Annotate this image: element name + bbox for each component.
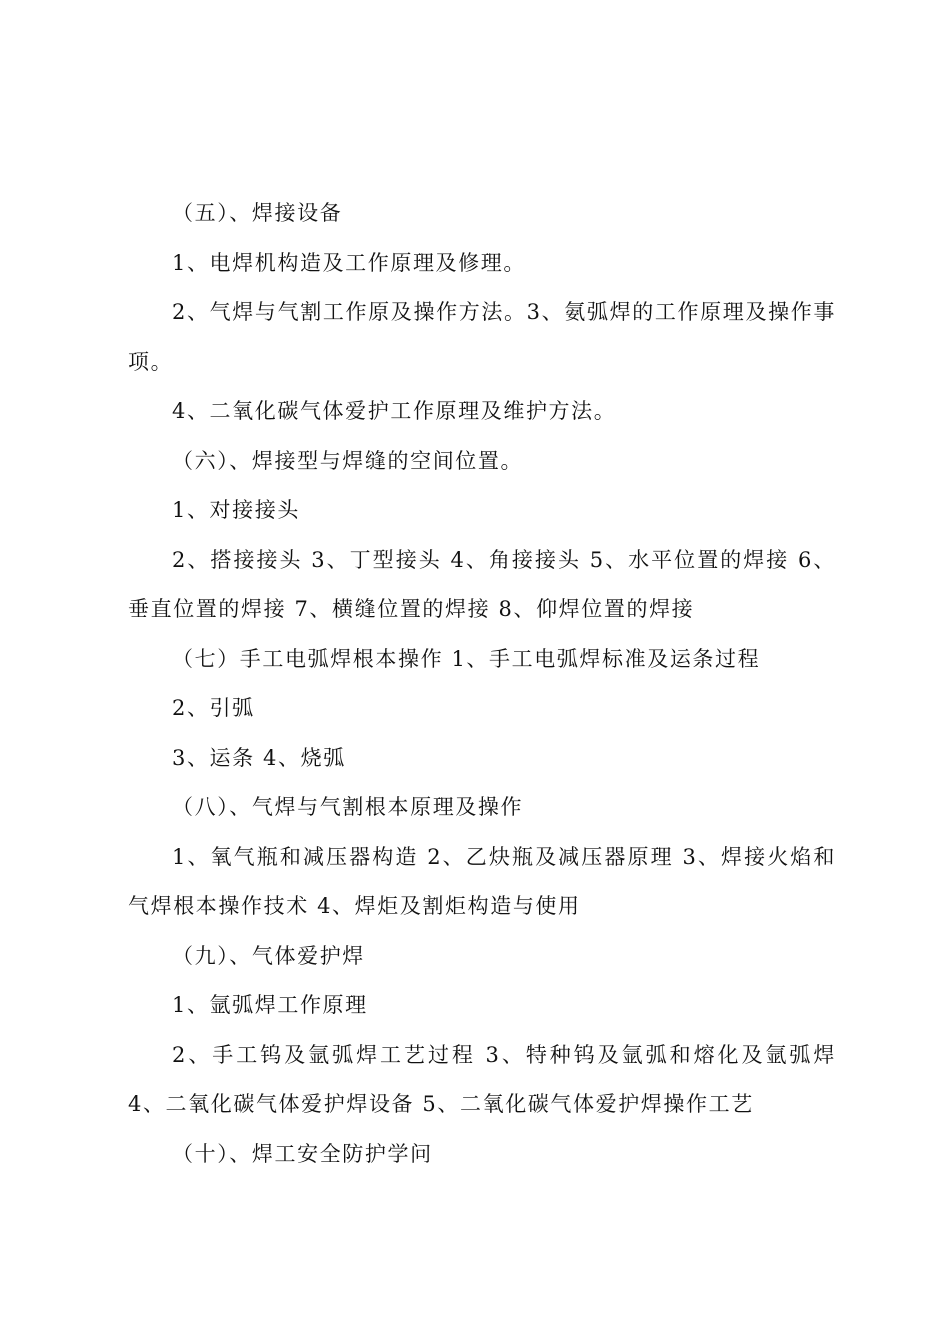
list-item: 1、氧气瓶和减压器构造 2、乙炔瓶及减压器原理 3、焊接火焰和气焊根本操作技术 4、焊炬及割炬构造与使用 (128, 844, 836, 918)
list-item: 2、搭接接头 3、丁型接头 4、角接接头 5、水平位置的焊接 6、垂直位置的焊接 7、横缝位置的焊接 8、仰焊位置的焊接 (128, 547, 836, 621)
section-heading-6: （六）、焊接型与焊缝的空间位置。 (172, 448, 524, 473)
section-heading-5: （五）、焊接设备 (172, 201, 343, 225)
list-item: 1、电焊机构造及工作原理及修理。 (172, 250, 526, 275)
section-heading-10: （十）、焊工安全防护学问 (172, 1141, 433, 1166)
list-item: 1、氩弧焊工作原理 (172, 993, 368, 1017)
list-item: 2、气焊与气割工作原及操作方法。3、氨弧焊的工作原理及操作事项。 (128, 300, 836, 374)
list-item: 2、手工钨及氩弧焊工艺过程 3、特种钨及氩弧和熔化及氩弧焊 4、二氧化碳气体爱护焊设备 5、二氧化碳气体爱护焊操作工艺 (128, 1042, 836, 1116)
document-body (128, 189, 836, 1179)
list-item: 2、引弧 (172, 696, 255, 720)
list-item: 4、二氧化碳气体爱护工作原理及维护方法。 (172, 399, 617, 423)
section-heading-9: （九）、气体爱护焊 (172, 943, 365, 968)
list-item: 1、对接接头 (172, 498, 300, 522)
list-item: 3、运条 4、烧弧 (172, 745, 346, 770)
section-heading-8: （八）、气焊与气割根本原理及操作 (172, 795, 524, 819)
section-heading-7: （七）手工电弧焊根本操作 1、手工电弧焊标准及运条过程 (172, 646, 761, 671)
